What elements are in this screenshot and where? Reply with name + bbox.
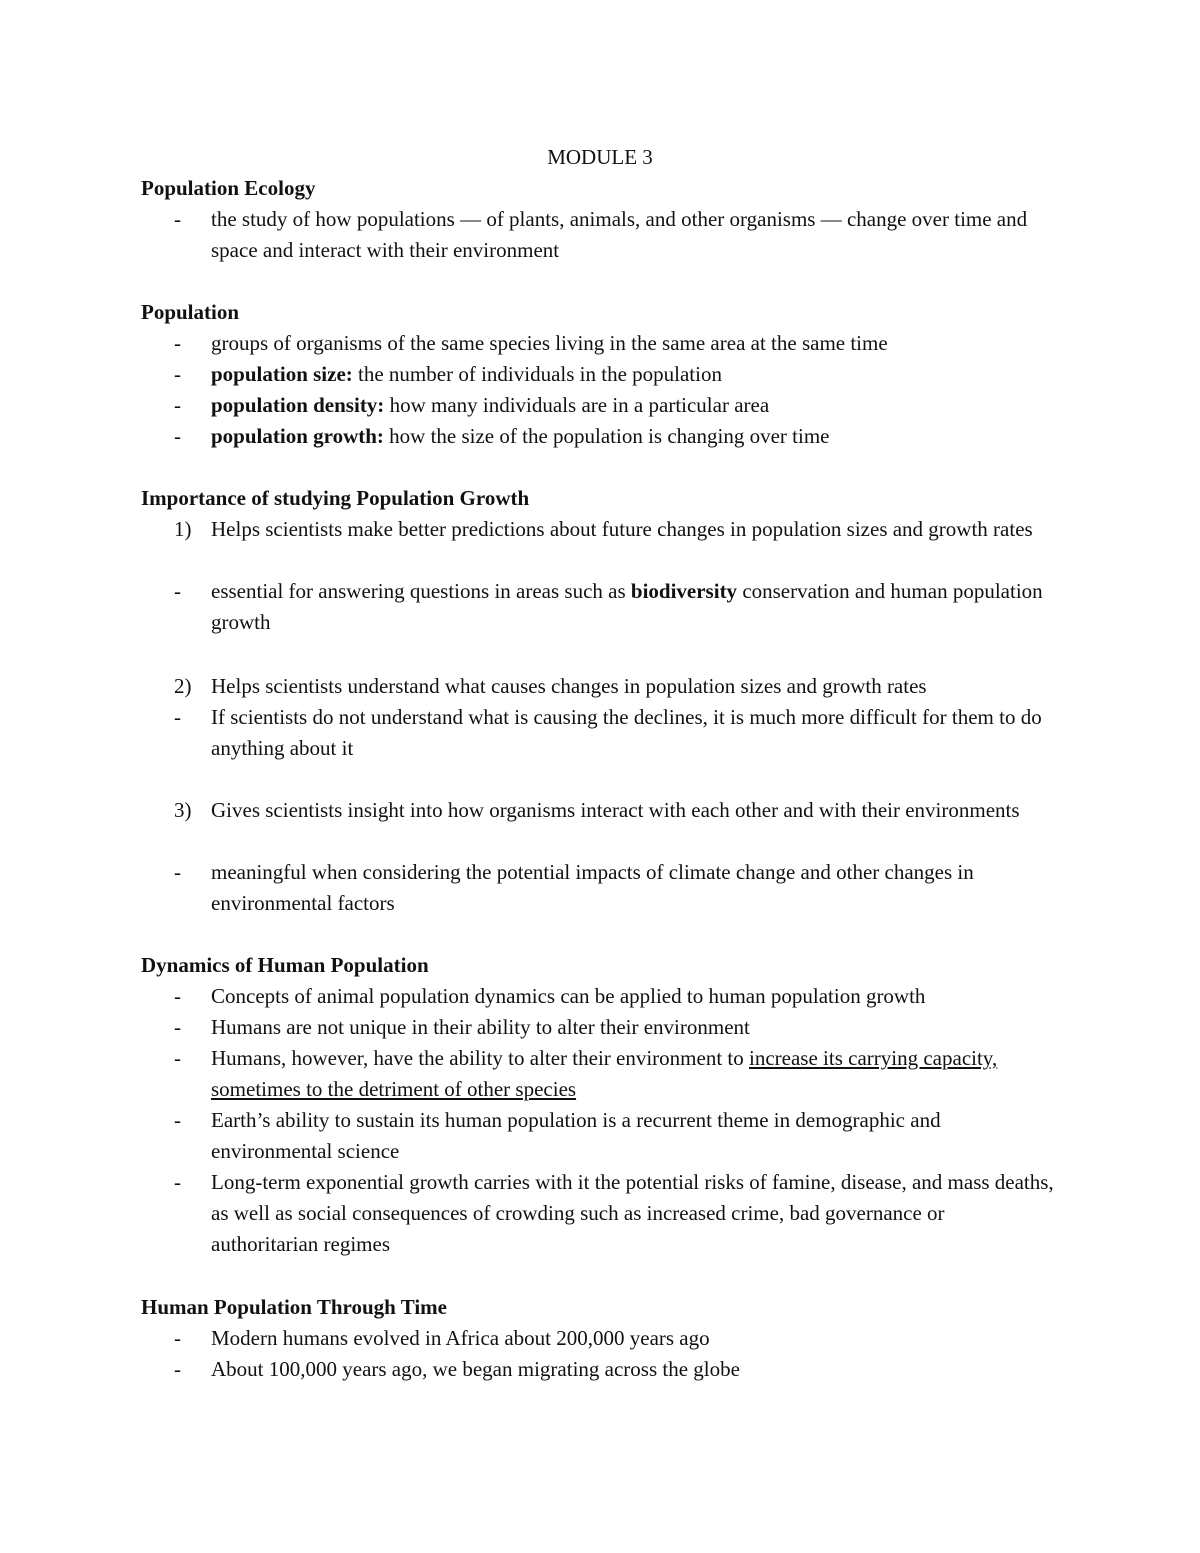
list-item-text	[211, 390, 1054, 421]
list-item-text: Modern humans evolved in Africa about 200,000 years ago	[211, 1326, 710, 1350]
list-item-text: Helps scientists make better predictions about future changes in population sizes and growth rates	[211, 517, 1033, 541]
list-marker: -	[174, 393, 181, 417]
list-marker: -	[174, 1170, 181, 1194]
list-number: 2)	[174, 674, 192, 698]
list-marker: -	[174, 1357, 181, 1381]
list-item	[174, 576, 1054, 638]
list-item	[174, 390, 1054, 421]
list-marker: -	[174, 424, 181, 448]
text-segment: conservation and human population growth	[211, 579, 1043, 634]
heading-importance: Importance of studying Population Growth	[141, 486, 530, 510]
list-item-text: the study of how populations — of plants, animals, and other organisms — change over time and space and interact with their environment	[211, 207, 1028, 262]
text-segment: essential for answering questions in areas such as	[211, 579, 631, 603]
numbered-item	[174, 671, 1054, 702]
list-item-text	[211, 576, 1054, 638]
list-marker: -	[174, 362, 181, 386]
definition-text: the number of individuals in the population	[352, 362, 722, 386]
heading-dynamics: Dynamics of Human Population	[141, 953, 429, 977]
definition-text: how many individuals are in a particular area	[384, 393, 770, 417]
list-marker: -	[174, 1046, 181, 1070]
text-segment: Humans, however, have the ability to alter their environment to	[211, 1046, 750, 1070]
list-marker: -	[174, 1326, 181, 1350]
list-item-text	[211, 1043, 1054, 1105]
list-item-text: If scientists do not understand what is causing the declines, it is much more difficult for them to do anything about it	[211, 705, 1042, 760]
list-item-text: Gives scientists insight into how organisms interact with each other and with their environments	[211, 798, 1020, 822]
term-population-growth: population growth:	[211, 424, 384, 448]
list-marker: -	[174, 579, 181, 603]
list-item-text: meaningful when considering the potential impacts of climate change and other changes in environmental factors	[211, 860, 974, 915]
list-item	[174, 421, 1054, 452]
list-item-text: Humans are not unique in their ability to alter their environment	[211, 1015, 750, 1039]
list-number: 3)	[174, 798, 192, 822]
term-population-size: population size:	[211, 362, 353, 386]
numbered-item	[174, 795, 1054, 826]
list-item	[174, 981, 1054, 1012]
list-marker: -	[174, 860, 181, 884]
list-item-text: Concepts of animal population dynamics can be applied to human population growth	[211, 984, 926, 1008]
list-item	[174, 328, 1054, 359]
list-item-text	[211, 359, 1054, 390]
term-biodiversity: biodiversity	[630, 579, 738, 603]
term-population-density: population density:	[211, 393, 385, 417]
list-item-text: groups of organisms of the same species living in the same area at the same time	[211, 331, 888, 355]
list-item	[174, 359, 1054, 390]
list-marker: -	[174, 984, 181, 1008]
list-marker: -	[174, 1015, 181, 1039]
list-item	[174, 1043, 1054, 1105]
list-marker: -	[174, 1108, 181, 1132]
heading-population-ecology: Population Ecology	[141, 176, 316, 200]
list-item-text: About 100,000 years ago, we began migrating across the globe	[211, 1357, 740, 1381]
list-item	[174, 857, 1054, 919]
module-title: MODULE 3	[547, 145, 653, 169]
list-item	[174, 1105, 1054, 1167]
underlined-phrase: increase its carrying capacity, sometimes to the detriment of other species	[211, 1046, 998, 1101]
list-item	[174, 1167, 1054, 1260]
list-item	[174, 1012, 1054, 1043]
list-marker: -	[174, 207, 181, 231]
heading-population: Population	[141, 300, 240, 324]
list-number: 1)	[174, 517, 192, 541]
numbered-item	[174, 514, 1054, 545]
list-item-text: Helps scientists understand what causes changes in population sizes and growth rates	[211, 674, 927, 698]
list-item	[174, 1354, 1054, 1385]
list-item	[174, 204, 1054, 266]
definition-text: how the size of the population is changing over time	[383, 424, 830, 448]
list-item	[174, 1323, 1054, 1354]
list-item	[174, 702, 1054, 764]
list-marker: -	[174, 705, 181, 729]
list-item-text	[211, 421, 1054, 452]
list-item-text: Long-term exponential growth carries with it the potential risks of famine, disease, and mass deaths, as well as social consequences of crowding such as increased crime, bad governance or authoritarian regimes	[211, 1170, 1054, 1256]
list-item-text: Earth’s ability to sustain its human population is a recurrent theme in demographic and environmental science	[211, 1108, 941, 1163]
heading-through-time: Human Population Through Time	[141, 1295, 447, 1319]
list-marker: -	[174, 331, 181, 355]
